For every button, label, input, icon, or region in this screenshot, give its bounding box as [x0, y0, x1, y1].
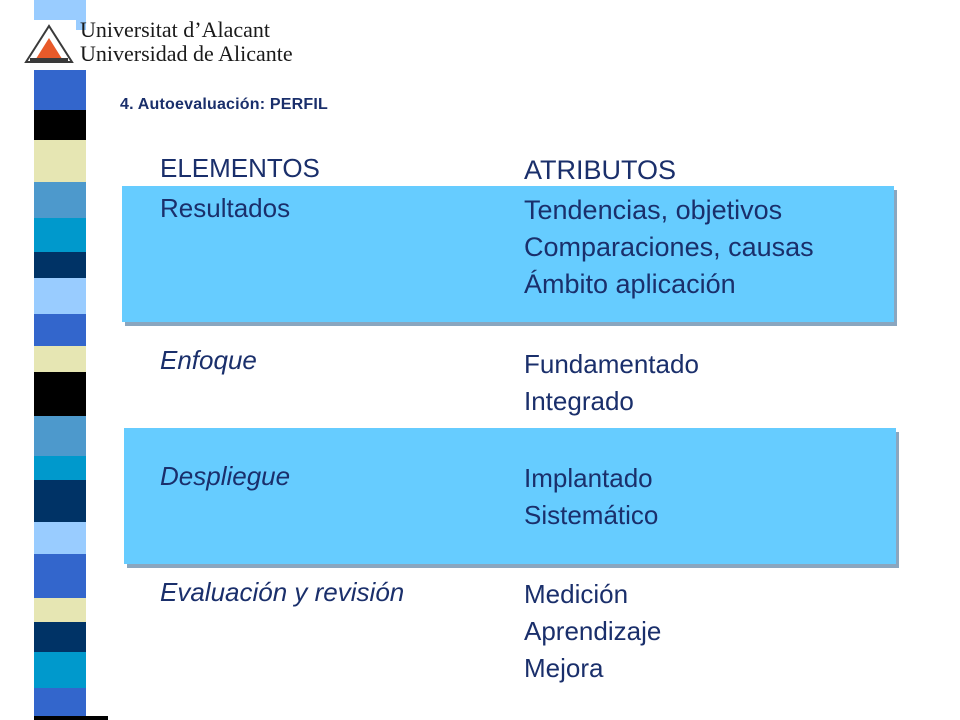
stripe: [34, 598, 86, 622]
stripe: [34, 278, 86, 314]
attribute-item: Sistemático: [524, 500, 659, 530]
stripe: [34, 110, 86, 140]
stripe: [34, 372, 86, 416]
university-name: [80, 18, 293, 66]
stripe: [34, 182, 86, 218]
attribute-item: Comparaciones, causas: [524, 232, 814, 262]
stripe: [34, 652, 86, 688]
slide-title: 4. Autoevaluación: PERFIL: [120, 96, 328, 113]
elements-heading: ELEMENTOS: [160, 153, 320, 183]
decorative-stripe-column: [34, 0, 86, 720]
stripe: [34, 314, 86, 346]
attribute-item: Integrado: [524, 386, 634, 416]
attribute-item: Ámbito aplicación: [524, 269, 736, 299]
highlight-band-despliegue: [124, 428, 896, 564]
stripe: [34, 456, 86, 480]
attribute-item: Medición: [524, 579, 629, 609]
stripe: [34, 252, 86, 278]
university-name-line1: Universitat d’Alacant: [80, 17, 270, 42]
attributes-heading: ATRIBUTOS: [524, 155, 677, 185]
element-evaluacion-revision: Evaluación y revisión: [160, 577, 405, 607]
stripe-bottom-edge: [34, 716, 108, 720]
element-resultados: Resultados: [160, 193, 291, 223]
stripe: [34, 480, 86, 522]
attribute-item: Fundamentado: [524, 349, 699, 379]
attribute-item: Aprendizaje: [524, 616, 662, 646]
attribute-item: Tendencias, objetivos: [524, 195, 783, 225]
university-logo-icon: [22, 20, 76, 68]
attribute-item: Implantado: [524, 463, 653, 493]
stripe: [34, 218, 86, 252]
stripe: [34, 622, 86, 652]
stripe: [34, 416, 86, 456]
element-despliegue: Despliegue: [160, 461, 291, 491]
stripe: [34, 140, 86, 182]
element-enfoque: Enfoque: [160, 345, 257, 375]
university-name-line2: Universidad de Alicante: [80, 41, 293, 66]
stripe: [34, 554, 86, 598]
attribute-item: Mejora: [524, 653, 604, 683]
stripe: [34, 346, 86, 372]
stripe-edge: [86, 0, 108, 720]
stripe: [34, 70, 86, 110]
stripe: [34, 522, 86, 554]
